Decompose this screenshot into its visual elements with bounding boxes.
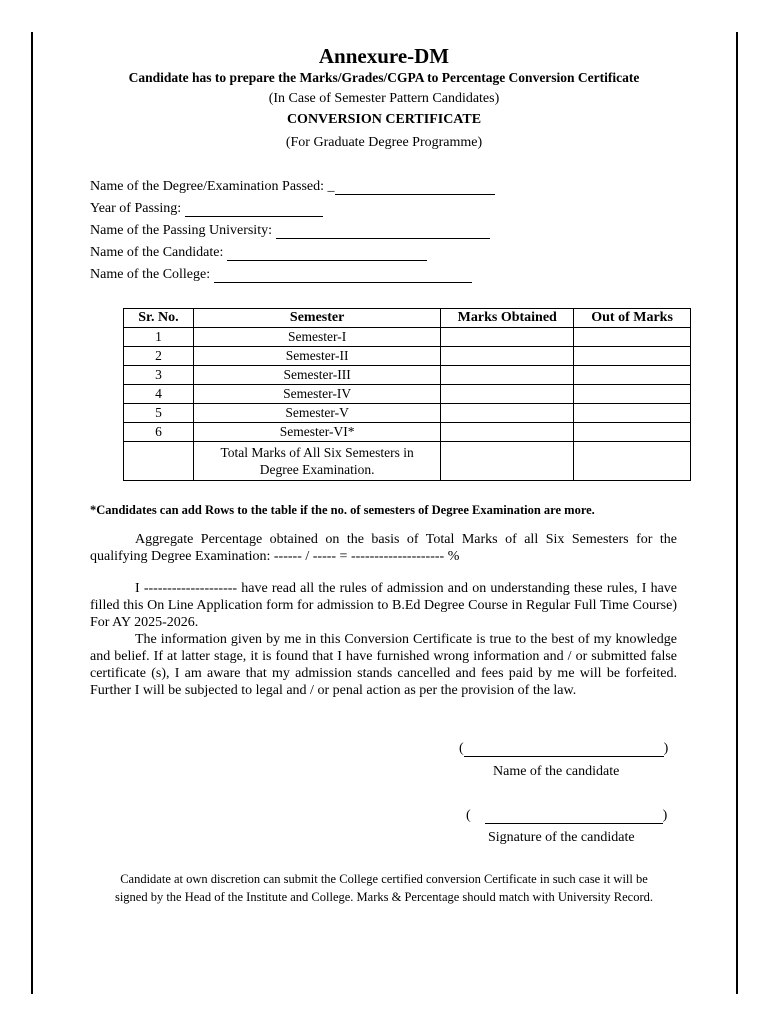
bottom-note-line2: signed by the Head of the Institute and College. Marks & Percentage should match with University Record. <box>114 890 654 904</box>
semester-cell: Semester-II <box>193 347 441 366</box>
declaration-section <box>90 580 677 699</box>
marks-obtained-cell[interactable] <box>441 385 574 404</box>
col-header-marks-obtained: Marks Obtained <box>441 309 574 328</box>
sr-no-cell: 1 <box>124 328 194 347</box>
out-of-marks-cell[interactable] <box>574 347 691 366</box>
marks-obtained-cell[interactable] <box>441 404 574 423</box>
table-row <box>124 423 691 442</box>
out-of-marks-cell[interactable] <box>574 385 691 404</box>
sr-no-cell: 4 <box>124 385 194 404</box>
certificate-title: CONVERSION CERTIFICATE <box>286 112 482 127</box>
col-header-semester: Semester <box>193 309 441 328</box>
table-footnote: *Candidates can add Rows to the table if the no. of semesters of Degree Examination are more. <box>90 503 595 517</box>
signature-blank-line <box>485 810 663 824</box>
col-header-sr-no: Sr. No. <box>124 309 194 328</box>
total-label-line2: Degree Examination. <box>259 462 375 477</box>
marks-table <box>123 308 691 481</box>
total-marks-obtained-cell[interactable] <box>441 442 574 481</box>
left-margin-line <box>31 32 33 994</box>
bottom-note-line1: Candidate at own discretion can submit the College certified conversion Certificate in such case it will be <box>120 872 648 886</box>
marks-obtained-cell[interactable] <box>441 423 574 442</box>
bottom-note <box>60 870 708 906</box>
table-row <box>124 328 691 347</box>
declaration-paragraph-1: I -------------------- have read all the rules of admission and on understanding these rules, I have filled this On Line Application form for admission to B.Ed Degree Course in Regular Full Time Course) For AY 2025-2026. <box>90 581 677 630</box>
table-row <box>124 385 691 404</box>
aggregate-text: Aggregate Percentage obtained on the basis of Total Marks of all Six Semesters for the qualifying Degree Examination: ------ / ----- = -------------------- % <box>90 532 677 564</box>
name-signature-line[interactable] <box>459 741 668 757</box>
semester-cell: Semester-IV <box>193 385 441 404</box>
degree-field <box>90 179 495 195</box>
document-subtitle: Candidate has to prepare the Marks/Grades/CGPA to Percentage Conversion Certificate <box>128 70 640 85</box>
right-margin-line <box>736 32 738 994</box>
university-field <box>90 223 490 239</box>
pattern-note: (In Case of Semester Pattern Candidates) <box>268 91 500 106</box>
sr-no-cell: 3 <box>124 366 194 385</box>
university-label: Name of the Passing University: <box>90 223 272 238</box>
total-out-of-marks-cell[interactable] <box>574 442 691 481</box>
total-label-line1: Total Marks of All Six Semesters in <box>220 445 414 460</box>
semester-cell: Semester-V <box>193 404 441 423</box>
marks-obtained-cell[interactable] <box>441 347 574 366</box>
university-blank[interactable] <box>276 224 490 239</box>
year-blank[interactable] <box>185 202 323 217</box>
candidate-label: Name of the Candidate: <box>90 245 224 260</box>
total-row <box>124 442 691 481</box>
table-row <box>124 366 691 385</box>
degree-label: Name of the Degree/Examination Passed: _ <box>90 179 335 194</box>
candidate-blank[interactable] <box>227 246 427 261</box>
total-sr-cell <box>124 442 194 481</box>
marks-obtained-cell[interactable] <box>441 366 574 385</box>
table-row <box>124 404 691 423</box>
name-of-candidate-label: Name of the candidate <box>493 764 620 779</box>
college-blank[interactable] <box>214 268 472 283</box>
signature-close-bracket: ) <box>662 808 668 823</box>
signature-open-bracket: ( <box>466 808 471 823</box>
semester-cell: Semester-III <box>193 366 441 385</box>
semester-cell: Semester-I <box>193 328 441 347</box>
sr-no-cell: 5 <box>124 404 194 423</box>
signature-line[interactable] <box>466 808 667 824</box>
table-header-row <box>124 309 691 328</box>
college-label: Name of the College: <box>90 267 211 282</box>
year-field <box>90 201 323 217</box>
out-of-marks-cell[interactable] <box>574 366 691 385</box>
semester-cell: Semester-VI* <box>193 423 441 442</box>
sr-no-cell: 2 <box>124 347 194 366</box>
declaration-paragraph-2: The information given by me in this Conversion Certificate is true to the best of my knowledge and belief. If at latter stage, it is found that I have furnished wrong information and / or submitted false certificate (s), I am aware that my admission stands cancelled and fees paid by me will be forfeited. Further I will be subjected to legal and / or penal action as per the provision of the law. <box>90 632 677 698</box>
out-of-marks-cell[interactable] <box>574 423 691 442</box>
candidate-field <box>90 245 427 261</box>
table-row <box>124 347 691 366</box>
document-title: Annexure-DM <box>318 44 450 68</box>
name-blank-line <box>464 743 664 757</box>
college-field <box>90 267 472 283</box>
year-label: Year of Passing: <box>90 201 182 216</box>
col-header-out-of-marks: Out of Marks <box>574 309 691 328</box>
total-label-cell <box>193 442 441 481</box>
out-of-marks-cell[interactable] <box>574 404 691 423</box>
degree-blank[interactable] <box>335 180 495 195</box>
sr-no-cell: 6 <box>124 423 194 442</box>
programme-note: (For Graduate Degree Programme) <box>285 135 483 150</box>
out-of-marks-cell[interactable] <box>574 328 691 347</box>
aggregate-paragraph <box>90 531 677 565</box>
signature-of-candidate-label: Signature of the candidate <box>488 830 635 845</box>
name-open-bracket: ( <box>459 741 464 756</box>
marks-obtained-cell[interactable] <box>441 328 574 347</box>
name-close-bracket: ) <box>663 741 669 756</box>
